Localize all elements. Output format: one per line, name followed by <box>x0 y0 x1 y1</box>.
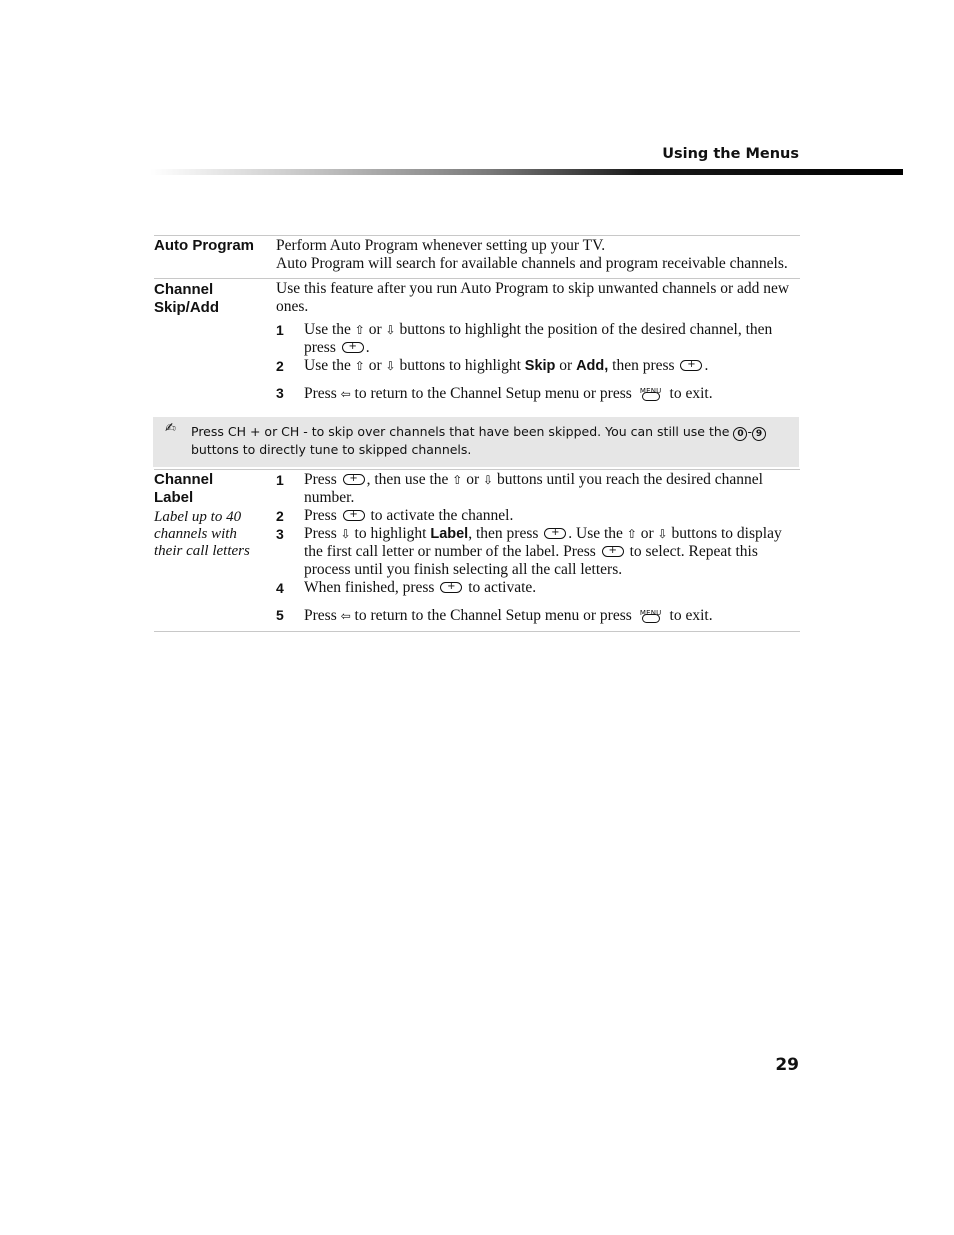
list-item: 1 Press + , then use the ⇧ or ⇩ buttons until you reach the desired channel number. <box>276 471 800 507</box>
list-item: 5 Press ⇦ to return to the Channel Setup menu or press MENU to exit. <box>276 607 713 624</box>
running-header: Using the Menus <box>662 146 799 162</box>
select-button-icon <box>544 528 566 539</box>
row-channel-skip-add <box>154 278 800 469</box>
up-arrow-icon: ⇧ <box>354 323 365 337</box>
option-label: Auto Program <box>154 237 255 254</box>
option-note: Label up to 40 channels with their call letters <box>154 509 250 559</box>
select-button-icon <box>343 474 365 485</box>
page-number: 29 <box>775 1055 799 1075</box>
select-button-icon <box>602 546 624 557</box>
list-item: 1 Use the ⇧ or ⇩ buttons to highlight the position of the desired channel, then press + . <box>276 321 800 357</box>
up-arrow-icon: ⇧ <box>626 527 637 541</box>
list-item: 2 Use the ⇧ or ⇩ buttons to highlight Skip or Add, then press + . <box>276 357 800 375</box>
down-arrow-icon: ⇩ <box>483 473 494 487</box>
option-description: Use this feature after you run Auto Program to skip unwanted channels or add new ones. <box>276 280 790 315</box>
menu-options-table <box>154 235 800 632</box>
list-item: 4 When finished, press + to activate. <box>276 579 800 597</box>
row-auto-program <box>154 235 800 278</box>
select-button-icon <box>680 360 702 371</box>
menu-button-icon: MENU <box>640 606 662 624</box>
option-description: Perform Auto Program whenever setting up your TV. <box>276 237 606 254</box>
step-list <box>276 471 800 625</box>
left-arrow-icon: ⇦ <box>340 387 351 401</box>
up-arrow-icon: ⇧ <box>354 359 365 373</box>
select-button-icon <box>440 582 462 593</box>
list-item: 3 Press ⇦ to return to the Channel Setup menu or press MENU to exit. <box>276 385 713 402</box>
row-channel-label <box>154 469 800 632</box>
select-button-icon <box>343 510 365 521</box>
step-list <box>276 321 800 403</box>
list-item: 3 Press ⇩ to highlight Label, then press + . Use the ⇧ or ⇩ buttons to display the first call letter or number of the label. Press + to select. Repeat this process until you finish selecting all the call letters. <box>276 525 800 579</box>
note-pencil-icon: ✍ <box>165 421 176 436</box>
left-arrow-icon: ⇦ <box>340 609 351 623</box>
up-arrow-icon: ⇧ <box>452 473 463 487</box>
down-arrow-icon: ⇩ <box>340 527 351 541</box>
header-rule <box>150 169 903 175</box>
option-label: Channel Label <box>154 471 214 506</box>
select-button-icon <box>342 342 364 353</box>
down-arrow-icon: ⇩ <box>385 323 396 337</box>
digit-button-icon: 0 <box>733 427 747 441</box>
option-description: Auto Program will search for available channels and program receivable channels. <box>276 255 788 272</box>
down-arrow-icon: ⇩ <box>385 359 396 373</box>
digit-button-icon: 9 <box>752 427 766 441</box>
list-item: 2 Press + to activate the channel. <box>276 507 800 525</box>
option-label: Channel Skip/Add <box>154 281 220 316</box>
down-arrow-icon: ⇩ <box>657 527 668 541</box>
note-box: ✍ Press CH + or CH - to skip over channels that have been skipped. You can still use the 0 - 9 buttons to directly tune to skipped channels. <box>153 417 799 467</box>
menu-button-icon: MENU <box>640 384 662 402</box>
